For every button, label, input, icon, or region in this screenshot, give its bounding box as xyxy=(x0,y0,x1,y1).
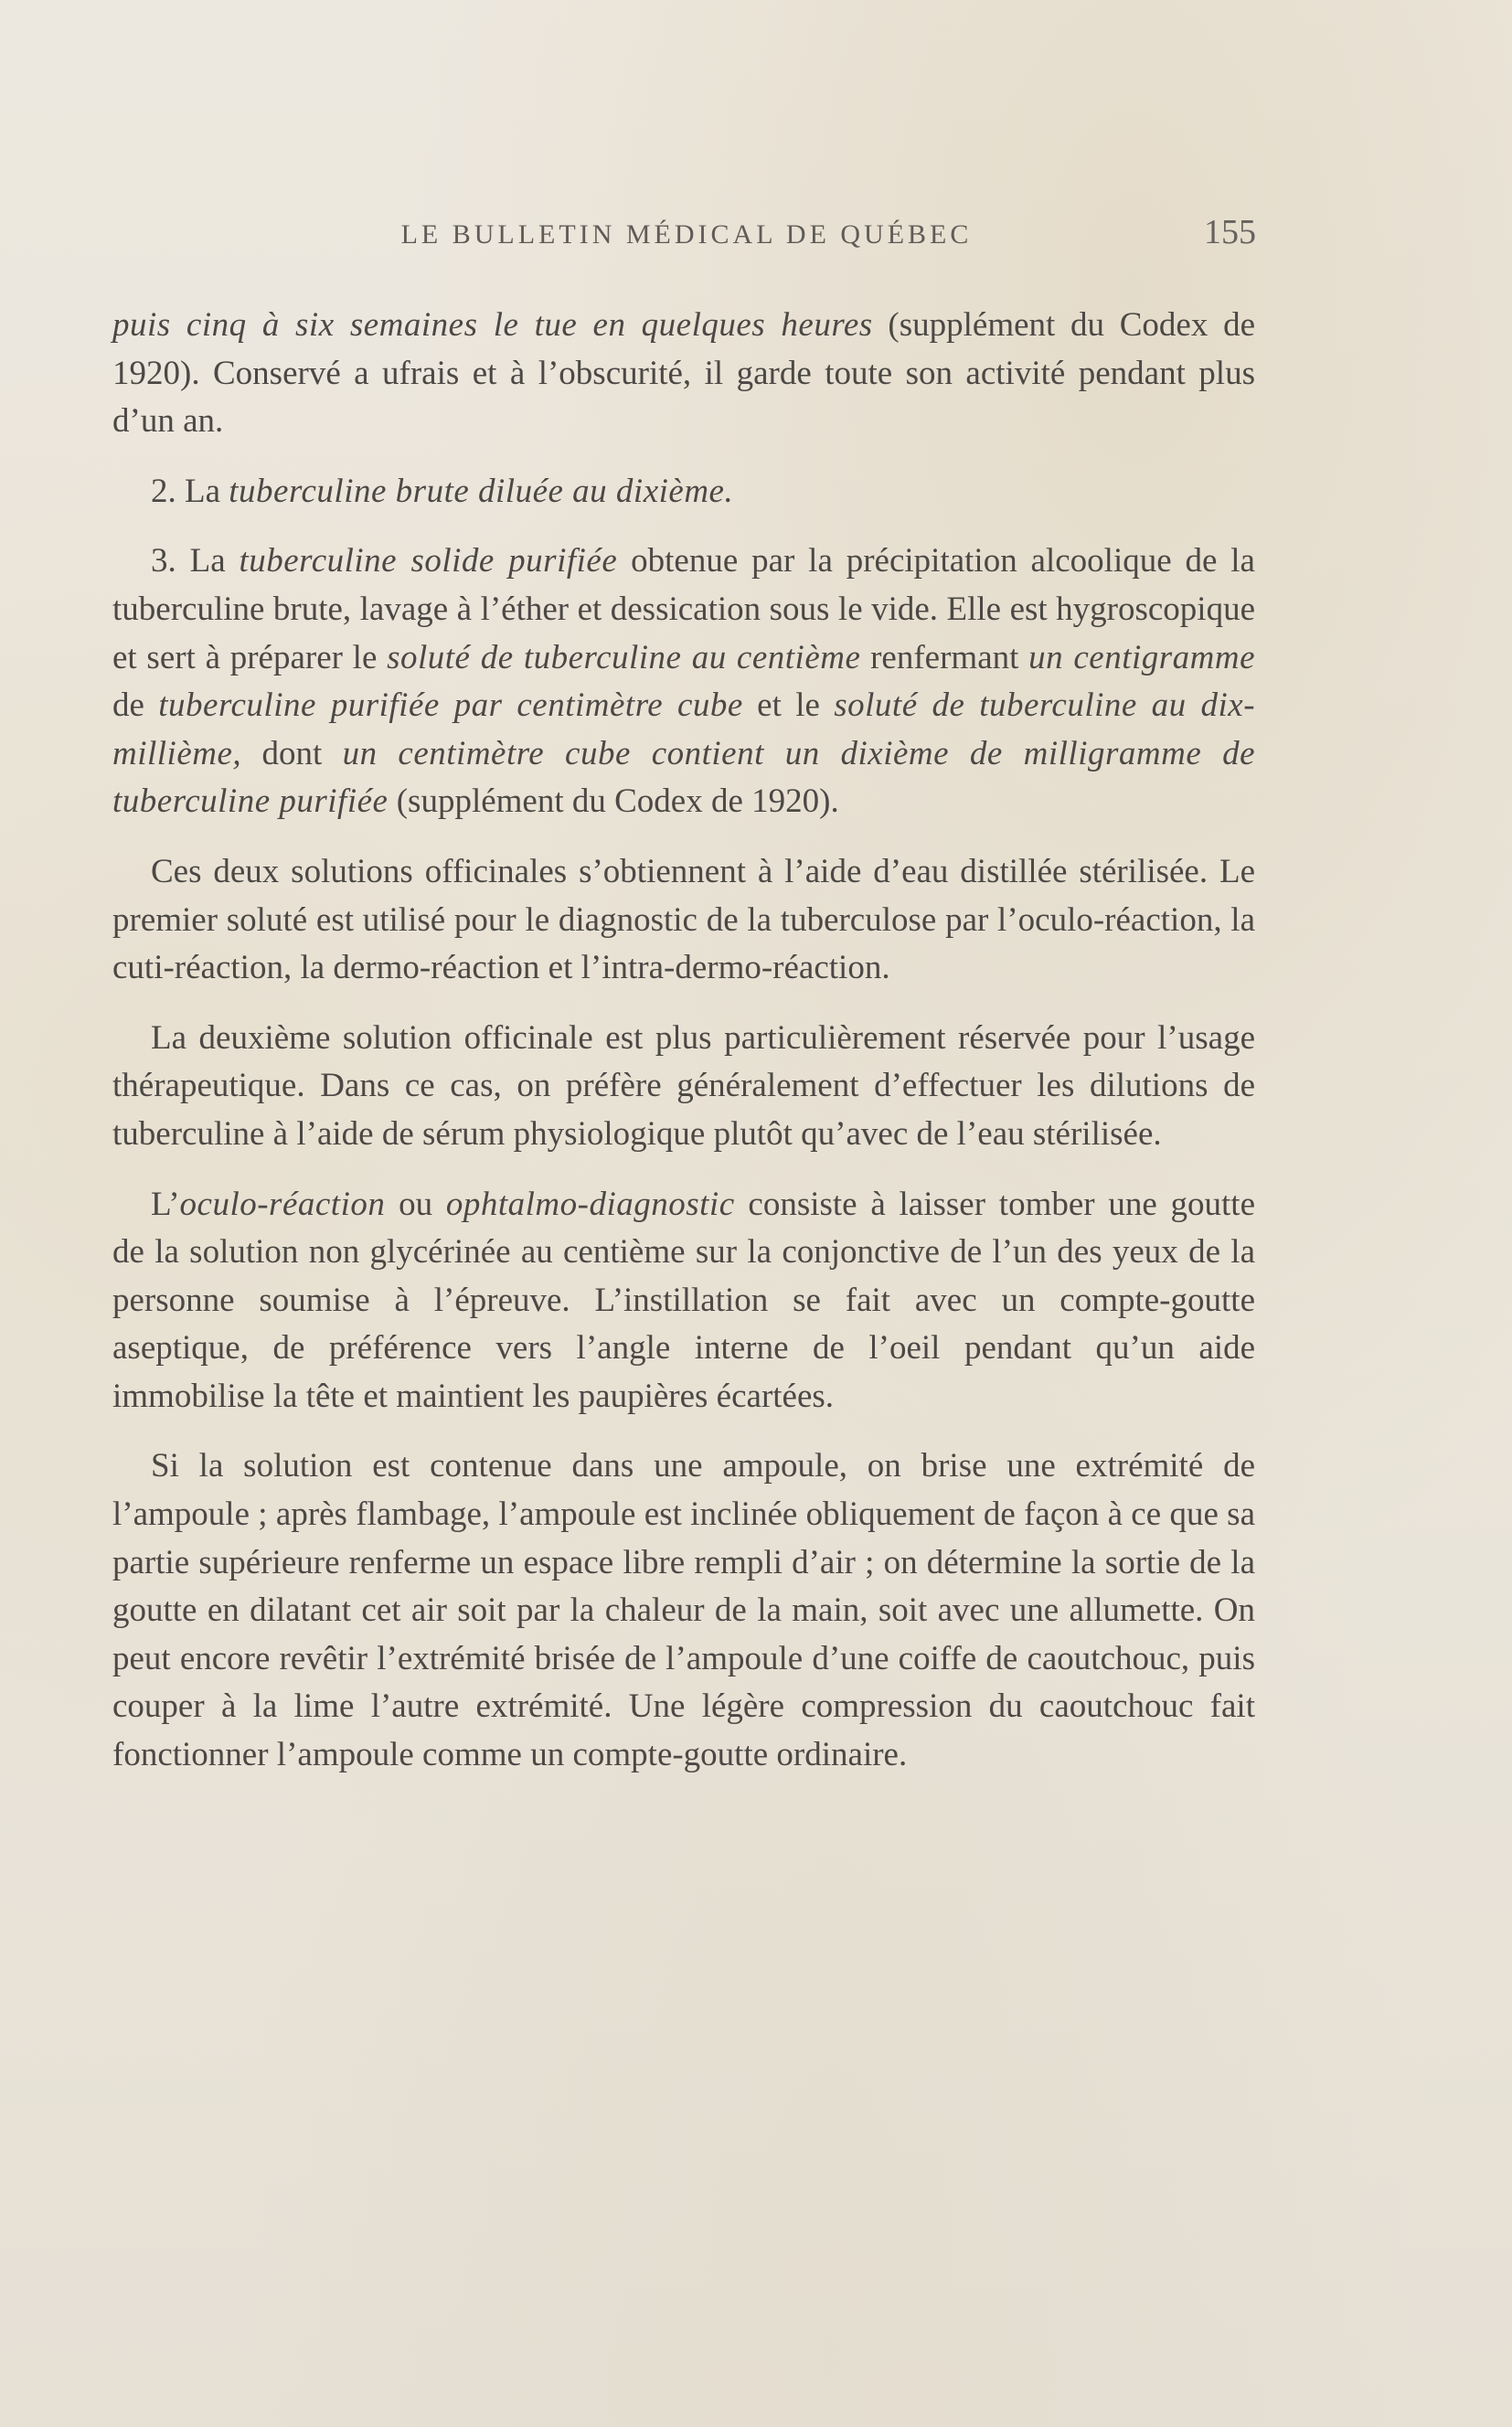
paragraph-3 xyxy=(112,538,1255,826)
text-segment: (supplément du Codex de 1920). Conservé a ufrais et à l’obscurité, il garde toute son activité pendant plus d’un an. xyxy=(112,306,1255,441)
text-segment: ou xyxy=(385,1185,446,1223)
text-segment: obtenue par la précipitation alcoolique de la tuberculine brute, lavage à l’éther et dessication sous le vide. Elle est hygroscopique et sert à préparer le xyxy=(112,542,1255,676)
text-segment: soluté de tuberculine au centième xyxy=(387,638,861,676)
text-segment: un centimètre cube contient un dixième de milligramme de tuberculine purifiée xyxy=(112,734,1256,821)
paragraph-7 xyxy=(112,1442,1255,1779)
text-segment: (supplément du Codex de 1920). xyxy=(388,782,839,821)
body-text xyxy=(112,302,1255,1802)
paragraph-1 xyxy=(112,302,1255,446)
text-segment: renfermant xyxy=(860,638,1029,676)
paragraph-5 xyxy=(112,1015,1255,1159)
text-segment: dont xyxy=(241,734,343,772)
text-segment: et le xyxy=(742,687,835,725)
paragraph-6 xyxy=(112,1181,1255,1421)
text-segment: Ces deux solutions officinales s’obtiennent à l’aide d’eau distillée stérilisée. Le premier soluté est utilisé pour le diagnostic de la tuberculose par l’oculo-réaction, la cuti-réaction, la dermo-réaction et l’intra-dermo-réaction. xyxy=(112,852,1255,987)
text-segment: consiste à laisser tomber une goutte de la solution non glycérinée au centième sur la conjonctive de l’un des yeux de la personne soumise à l’épreuve. L’instillation se fait avec un compte-goutte aseptique, de préférence vers l’angle interne de l’oeil pendant qu’un aide immobilise la tête et maintient les paupières écartées. xyxy=(112,1185,1256,1415)
text-segment: La deuxième solution officinale est plus particulièrement réservée pour l’usage thérapeutique. Dans ce cas, on préfère généralement d’effectuer les dilutions de tuberculine à l’aide de sérum physiologique plutôt qu’avec de l’eau stérilisée. xyxy=(112,1018,1255,1153)
text-segment: soluté de tuberculine au dix-millième, xyxy=(112,687,1256,772)
running-head: LE BULLETIN MÉDICAL DE QUÉBEC xyxy=(400,219,973,250)
text-segment: Si la solution est contenue dans une ampoule, on brise une extrémité de l’ampoule ; après flambage, l’ampoule est inclinée obliquement de façon à ce que sa partie supérieure renferme un espace libre rempli d’air ; on détermine la sortie de la goutte en dilatant cet air soit par la chaleur de la main, soit avec une allumette. On peut encore revêtir l’extrémité brisée de l’ampoule d’une coiffe de caoutchouc, puis couper à la lime l’autre extrémité. Une légère compression du caoutchouc fait fonctionner l’ampoule comme un compte-goutte ordinaire. xyxy=(112,1447,1255,1774)
page-header xyxy=(110,212,1263,267)
text-segment: tuberculine brute diluée au dixième. xyxy=(229,472,734,510)
page-number: 155 xyxy=(1204,213,1256,251)
text-segment: puis cinq à six semaines le tue en quelques heures xyxy=(112,306,873,344)
text-segment: ophtalmo-diagnostic xyxy=(445,1185,735,1223)
text-segment: L’ xyxy=(151,1185,180,1223)
text-segment: oculo-réaction xyxy=(179,1185,386,1223)
text-segment: 3. La xyxy=(151,542,240,580)
text-segment: tuberculine solide purifiée xyxy=(239,542,618,580)
paragraph-4 xyxy=(112,848,1255,993)
text-segment: un centigramme xyxy=(1028,638,1256,676)
text-segment: de xyxy=(112,687,159,725)
paragraph-2 xyxy=(112,468,1255,516)
text-segment: 2. La xyxy=(151,472,229,510)
text-segment: tuberculine purifiée par centimètre cube xyxy=(158,687,743,725)
